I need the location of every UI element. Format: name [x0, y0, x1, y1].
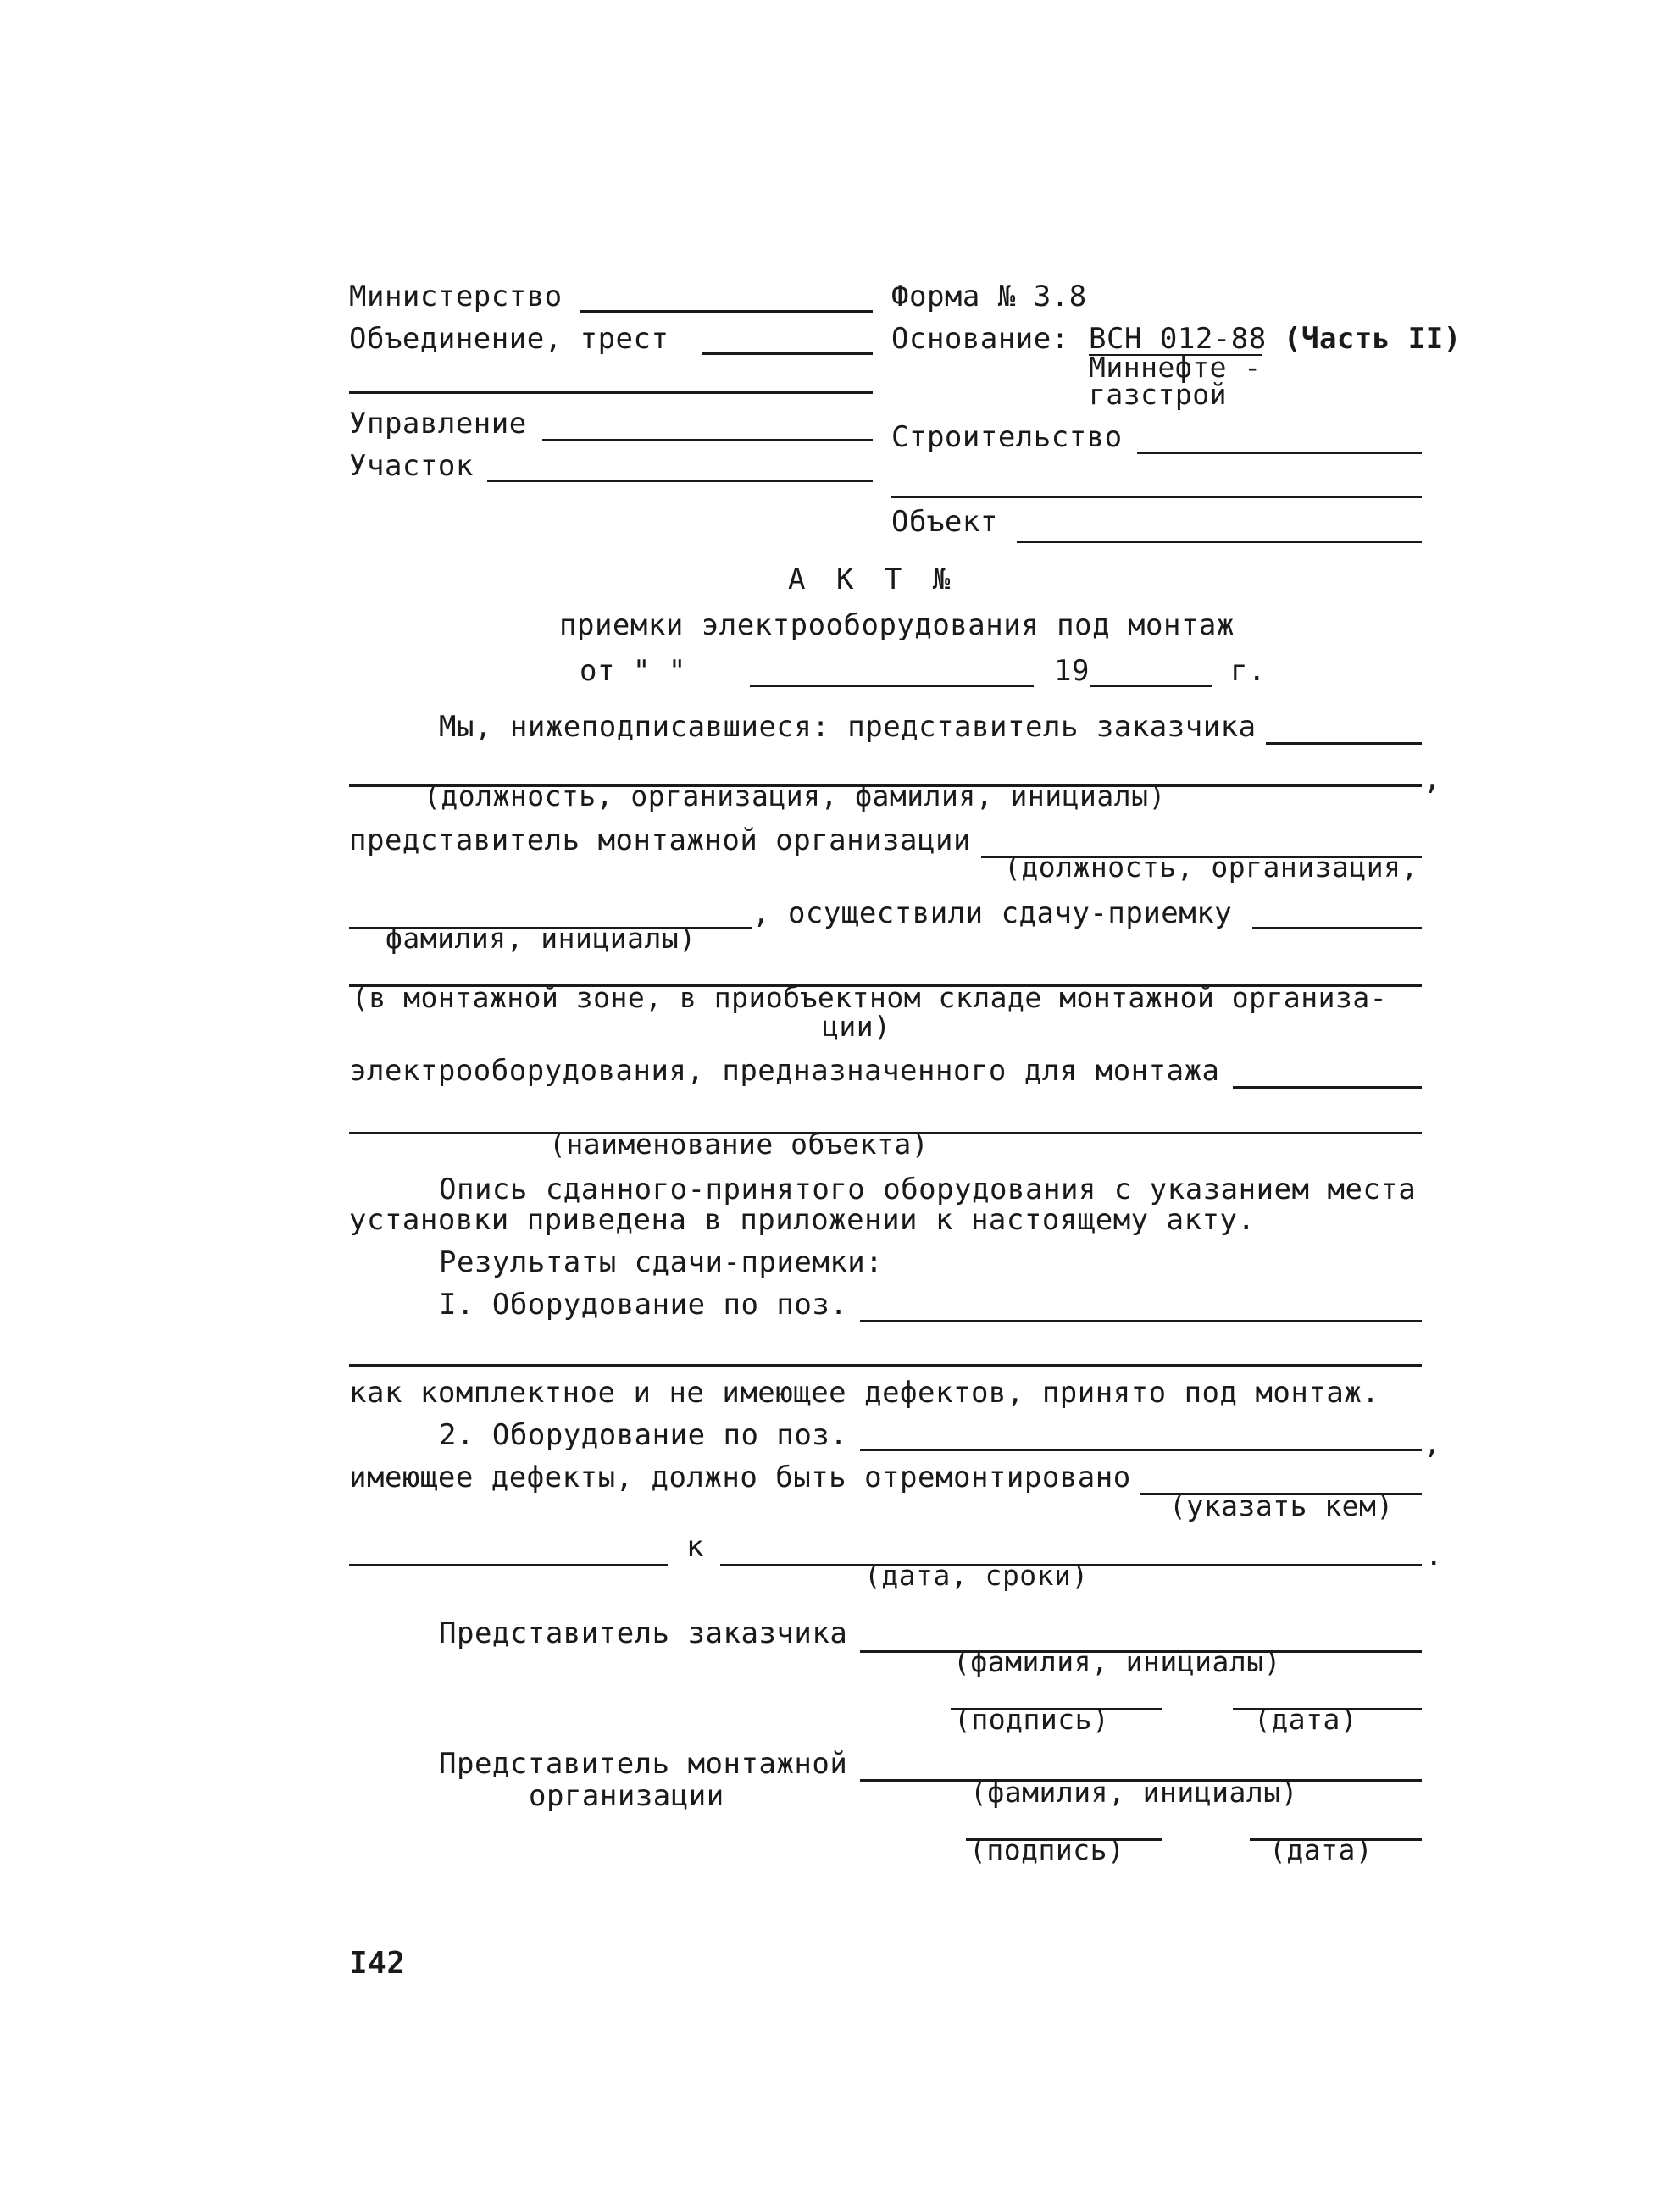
equipment-for-field[interactable]	[1233, 1086, 1422, 1089]
caption-sign-2: (подпись)	[969, 1833, 1125, 1866]
basis-label: Основание:	[891, 322, 1069, 356]
caption-position-org: (должность, организация,	[1004, 851, 1418, 884]
basis-part: (Часть II)	[1284, 322, 1462, 356]
basis-doc: ВСН 012-88	[1089, 322, 1267, 356]
inventory-line-1: Опись сданного-принятого оборудования с указанием места	[439, 1173, 1417, 1206]
basis-org-line1: Миннефте -	[1089, 351, 1262, 384]
installer-rep-text: представитель монтажной организации	[349, 823, 971, 857]
act-title: А К Т №	[788, 563, 957, 596]
page-number: I42	[349, 1946, 406, 1981]
equipment-for-text: электрооборудования, предназначенного для монтажа	[349, 1054, 1220, 1088]
construction-field-2[interactable]	[891, 496, 1422, 498]
handover-field[interactable]	[1252, 927, 1422, 929]
intro-text: Мы, нижеподписавшиеся: представитель заказчика	[439, 710, 1257, 744]
act-year-field[interactable]	[1090, 685, 1212, 687]
department-field[interactable]	[542, 439, 873, 441]
caption-fio-1: (фамилия, инициалы)	[953, 1645, 1281, 1678]
caption-date-1: (дата)	[1254, 1703, 1358, 1736]
section-label: Участок	[349, 449, 474, 483]
results-heading: Результаты сдачи-приемки:	[439, 1245, 884, 1279]
caption-zone-2: ции)	[822, 1010, 891, 1043]
association-label: Объединение, трест	[349, 322, 669, 356]
basis-org-line2: газстрой	[1089, 378, 1227, 411]
repair-by-field-2[interactable]	[349, 1564, 668, 1566]
caption-by-whom: (указать кем)	[1169, 1489, 1394, 1522]
object-label: Объект	[891, 505, 998, 539]
caption-date-2: (дата)	[1269, 1833, 1373, 1866]
construction-label: Строительство	[891, 420, 1123, 454]
act-subtitle: приемки электрооборудования под монтаж	[559, 608, 1235, 642]
construction-field[interactable]	[1137, 452, 1422, 454]
caption-dates: (дата, сроки)	[864, 1559, 1089, 1592]
section-field[interactable]	[487, 480, 873, 482]
item1-field-2[interactable]	[349, 1364, 1422, 1367]
act-year-suffix: г.	[1230, 654, 1266, 688]
caption-object: (наименование объекта)	[549, 1128, 929, 1161]
act-date-field[interactable]	[750, 685, 1034, 687]
installer-rep-label-1: Представитель монтажной	[439, 1747, 848, 1781]
comma-1: ,	[1423, 762, 1441, 796]
customer-rep-label: Представитель заказчика	[439, 1616, 848, 1650]
ministry-field[interactable]	[580, 310, 873, 313]
act-date-label: от " "	[580, 654, 686, 688]
caption-zone-1: (в монтажной зоне, в приобъектном складе монтажной организа-	[352, 981, 1388, 1014]
inventory-line-2: установки приведена в приложении к настоящему акту.	[349, 1203, 1256, 1237]
item1-text: I. Оборудование по поз.	[439, 1288, 848, 1322]
ministry-label: Министерство	[349, 280, 563, 313]
association-field-2[interactable]	[349, 391, 873, 394]
comma-2: ,	[1423, 1427, 1441, 1461]
item2-text: 2. Оборудование по поз.	[439, 1418, 848, 1452]
caption-fio: фамилия, инициалы)	[386, 922, 696, 955]
item2-defects-text: имеющее дефекты, должно быть отремонтировано	[349, 1461, 1131, 1494]
form-number: Форма № 3.8	[891, 280, 1087, 313]
association-field[interactable]	[702, 352, 873, 355]
k-text: к	[686, 1530, 704, 1564]
period: .	[1425, 1538, 1443, 1572]
caption-fio-2: (фамилия, инициалы)	[970, 1776, 1298, 1809]
handover-text: , осуществили сдачу-приемку	[752, 896, 1233, 930]
installer-rep-label-2: организации	[529, 1779, 724, 1813]
department-label: Управление	[349, 407, 527, 441]
item2-field[interactable]	[860, 1449, 1422, 1451]
caption-customer: (должность, организация, фамилия, инициалы)	[424, 779, 1166, 812]
customer-rep-field[interactable]	[1266, 742, 1422, 745]
act-year-prefix: 19	[1054, 654, 1090, 688]
item1-field[interactable]	[860, 1320, 1422, 1322]
caption-sign-1: (подпись)	[954, 1703, 1110, 1736]
object-field[interactable]	[1017, 541, 1422, 543]
item1-result: как комплектное и не имеющее дефектов, принято под монтаж.	[349, 1376, 1380, 1410]
